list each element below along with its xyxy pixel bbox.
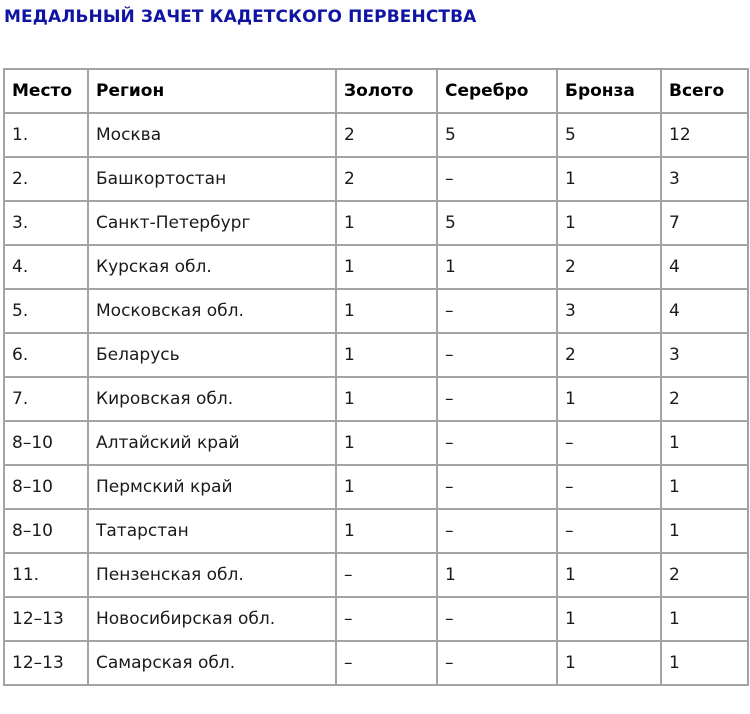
cell-total: 3 [661,333,748,377]
cell-total: 12 [661,113,748,157]
cell-bronze: 2 [557,333,661,377]
cell-silver: 1 [437,553,557,597]
cell-gold: – [336,641,437,685]
cell-bronze: – [557,465,661,509]
cell-region: Санкт-Петербург [88,201,336,245]
table-row [4,641,748,685]
cell-gold: 1 [336,201,437,245]
medal-table [3,68,749,686]
cell-gold: 1 [336,333,437,377]
cell-region: Пермский край [88,465,336,509]
header-region: Регион [88,69,336,113]
cell-place: 8–10 [4,465,88,509]
cell-place: 12–13 [4,597,88,641]
cell-silver: – [437,641,557,685]
cell-bronze: – [557,421,661,465]
cell-bronze: 1 [557,201,661,245]
cell-bronze: – [557,509,661,553]
cell-silver: – [437,333,557,377]
table-row [4,245,748,289]
cell-silver: – [437,157,557,201]
cell-place: 12–13 [4,641,88,685]
cell-total: 4 [661,245,748,289]
cell-total: 1 [661,465,748,509]
cell-gold: – [336,597,437,641]
cell-bronze: 1 [557,553,661,597]
cell-silver: 5 [437,201,557,245]
cell-total: 1 [661,641,748,685]
table-row [4,509,748,553]
cell-gold: 1 [336,465,437,509]
table-row [4,157,748,201]
table-row [4,113,748,157]
cell-gold: 1 [336,509,437,553]
cell-place: 6. [4,333,88,377]
cell-silver: 5 [437,113,557,157]
cell-region: Новосибирская обл. [88,597,336,641]
header-place: Место [4,69,88,113]
header-total: Всего [661,69,748,113]
cell-place: 11. [4,553,88,597]
cell-gold: 1 [336,245,437,289]
cell-region: Москва [88,113,336,157]
cell-bronze: 5 [557,113,661,157]
cell-gold: 1 [336,377,437,421]
cell-gold: 2 [336,113,437,157]
cell-total: 3 [661,157,748,201]
cell-gold: 1 [336,421,437,465]
cell-bronze: 1 [557,157,661,201]
cell-silver: – [437,597,557,641]
table-row [4,465,748,509]
cell-silver: – [437,289,557,333]
cell-region: Беларусь [88,333,336,377]
cell-total: 1 [661,597,748,641]
cell-place: 1. [4,113,88,157]
cell-region: Курская обл. [88,245,336,289]
cell-total: 1 [661,509,748,553]
table-row [4,201,748,245]
table-row [4,553,748,597]
cell-place: 5. [4,289,88,333]
header-bronze: Бронза [557,69,661,113]
header-gold: Золото [336,69,437,113]
cell-place: 8–10 [4,421,88,465]
cell-silver: – [437,509,557,553]
cell-total: 2 [661,553,748,597]
table-row [4,377,748,421]
table-header-row [4,69,748,113]
cell-place: 3. [4,201,88,245]
cell-bronze: 3 [557,289,661,333]
cell-silver: 1 [437,245,557,289]
cell-place: 4. [4,245,88,289]
cell-gold: 2 [336,157,437,201]
cell-region: Пензенская обл. [88,553,336,597]
cell-bronze: 1 [557,597,661,641]
cell-region: Башкортостан [88,157,336,201]
cell-gold: – [336,553,437,597]
cell-bronze: 1 [557,377,661,421]
cell-bronze: 1 [557,641,661,685]
cell-place: 7. [4,377,88,421]
table-row [4,333,748,377]
cell-region: Татарстан [88,509,336,553]
cell-total: 1 [661,421,748,465]
page-title: МЕДАЛЬНЫЙ ЗАЧЕТ КАДЕТСКОГО ПЕРВЕНСТВА [4,7,477,27]
table-row [4,597,748,641]
cell-region: Кировская обл. [88,377,336,421]
cell-region: Алтайский край [88,421,336,465]
table-row [4,421,748,465]
cell-place: 2. [4,157,88,201]
cell-bronze: 2 [557,245,661,289]
cell-gold: 1 [336,289,437,333]
cell-total: 7 [661,201,748,245]
cell-silver: – [437,421,557,465]
cell-total: 4 [661,289,748,333]
cell-place: 8–10 [4,509,88,553]
cell-total: 2 [661,377,748,421]
header-silver: Серебро [437,69,557,113]
cell-silver: – [437,377,557,421]
cell-region: Московская обл. [88,289,336,333]
cell-region: Самарская обл. [88,641,336,685]
cell-silver: – [437,465,557,509]
table-row [4,289,748,333]
